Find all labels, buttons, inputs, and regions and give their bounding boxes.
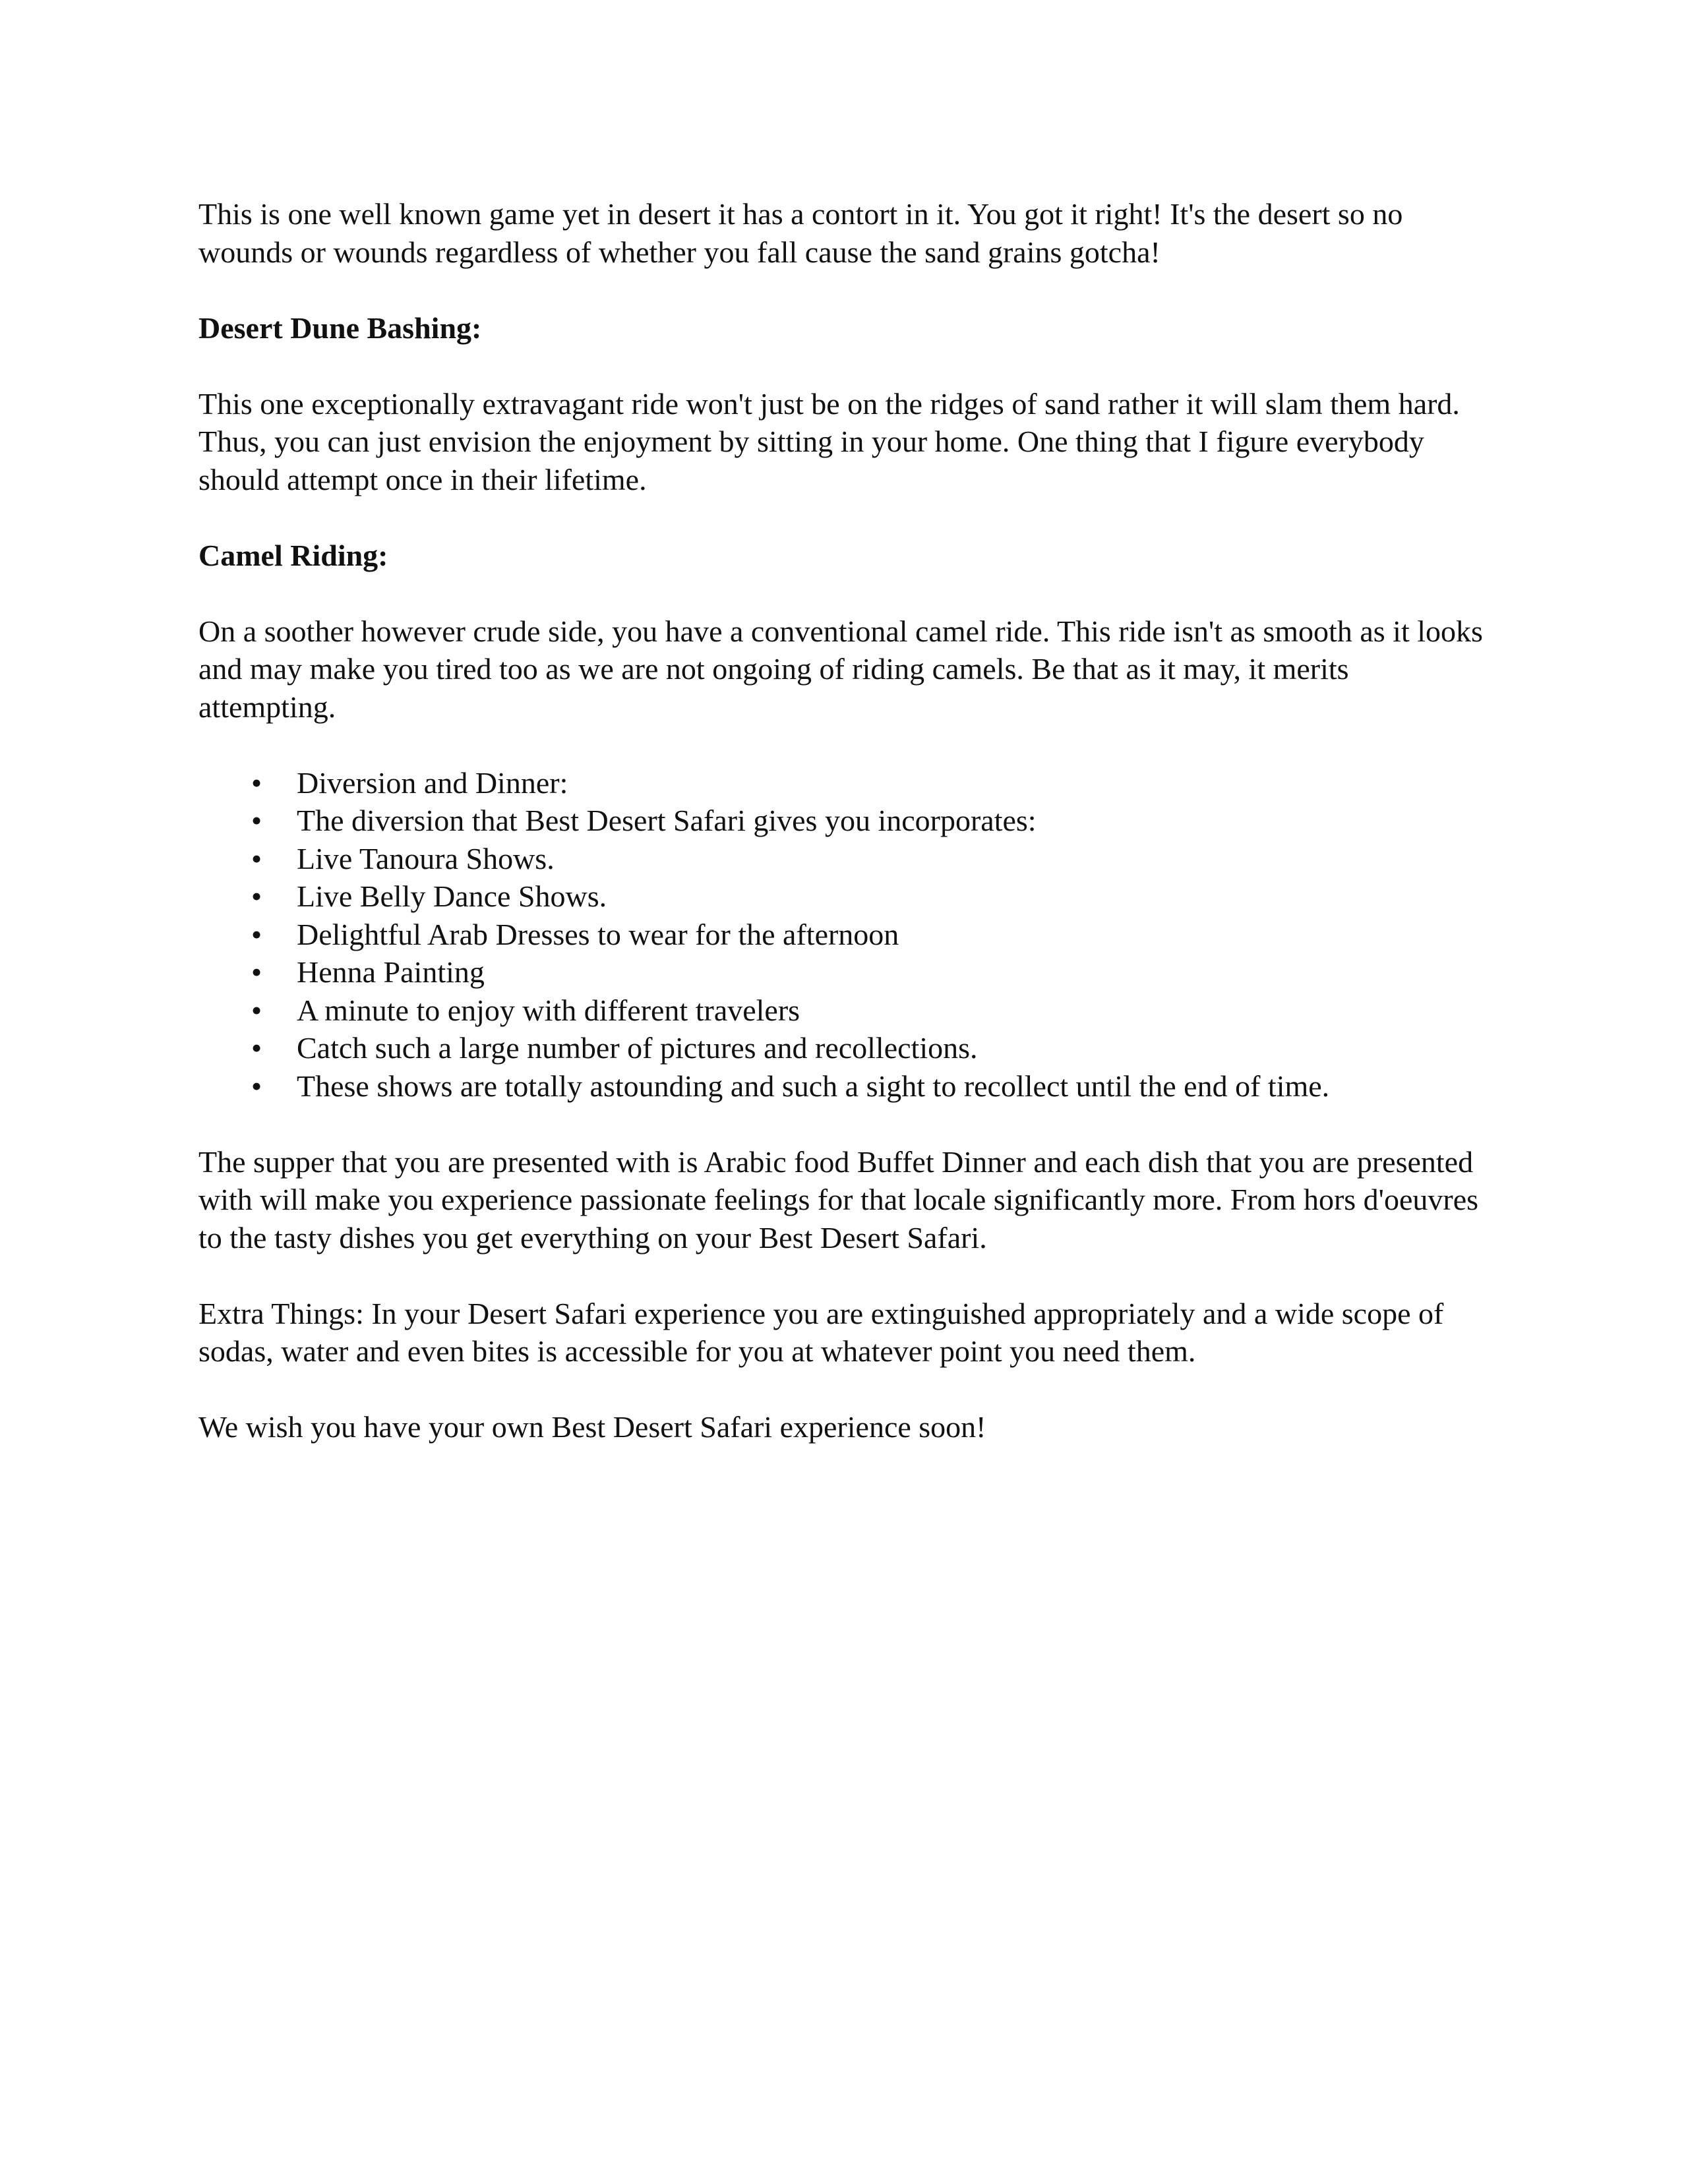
list-item [198, 840, 1491, 878]
list-item [198, 991, 1491, 1030]
extra-things-paragraph: Extra Things: In your Desert Safari experience you are extinguished appropriately and a wide scope of sodas, water and even bites is accessible for you at whatever point you need them. [198, 1296, 1444, 1368]
bullet-icon: • [251, 1069, 262, 1103]
closing-paragraph: We wish you have your own Best Desert Safari experience soon! [198, 1410, 986, 1444]
list-item [198, 1067, 1491, 1106]
list-item-text: Catch such a large number of pictures and recollections. [297, 1031, 978, 1065]
list-item [198, 953, 1491, 991]
list-item-text: The diversion that Best Desert Safari gives you incorporates: [297, 804, 1037, 837]
bullet-icon: • [251, 765, 262, 800]
bullet-icon: • [251, 955, 262, 989]
list-item [198, 802, 1491, 840]
list-item-text: Henna Painting [297, 955, 485, 989]
list-item-text: A minute to enjoy with different travelers [297, 993, 800, 1027]
bullet-icon: • [251, 879, 262, 913]
bullet-icon: • [251, 841, 262, 875]
list-item-text: These shows are totally astounding and such a sight to recollect until the end of time. [297, 1069, 1330, 1103]
bullet-icon: • [251, 1031, 262, 1065]
list-item-text: Live Tanoura Shows. [297, 841, 555, 875]
document-body [198, 195, 1491, 1484]
list-item-text: Delightful Arab Dresses to wear for the afternoon [297, 917, 899, 951]
bullet-icon: • [251, 917, 262, 951]
section-body-dune-bashing: This one exceptionally extravagant ride won't just be on the ridges of sand rather it will slam them hard. Thus, you can just envision the enjoyment by sitting in your home. One thing that I figure everybody should attempt once in their lifetime. [198, 386, 1460, 496]
list-item [198, 877, 1491, 916]
section-heading-dune-bashing: Desert Dune Bashing: [198, 310, 482, 345]
entertainment-list [198, 764, 1491, 1106]
list-item [198, 764, 1491, 802]
intro-paragraph: This is one well known game yet in desert it has a contort in it. You got it right! It's the desert so no wounds or wounds regardless of whether you fall cause the sand grains gotcha! [198, 197, 1403, 269]
bullet-icon: • [251, 804, 262, 837]
list-item-text: Diversion and Dinner: [297, 765, 568, 800]
list-item-text: Live Belly Dance Shows. [297, 879, 607, 913]
section-body-camel-riding: On a soother however crude side, you have a conventional camel ride. This ride isn't as smooth as it looks and may make you tired too as we are not ongoing of riding camels. Be that as it may, it merits attempting. [198, 614, 1483, 724]
supper-paragraph: The supper that you are presented with is Arabic food Buffet Dinner and each dish that you are presented with will make you experience passionate feelings for that locale significantly more. From hors d'oeuvres to the tasty dishes you get everything on your Best Desert Safari. [198, 1144, 1479, 1254]
list-item [198, 916, 1491, 954]
bullet-icon: • [251, 993, 262, 1027]
section-heading-camel-riding: Camel Riding: [198, 538, 388, 572]
list-item [198, 1029, 1491, 1067]
